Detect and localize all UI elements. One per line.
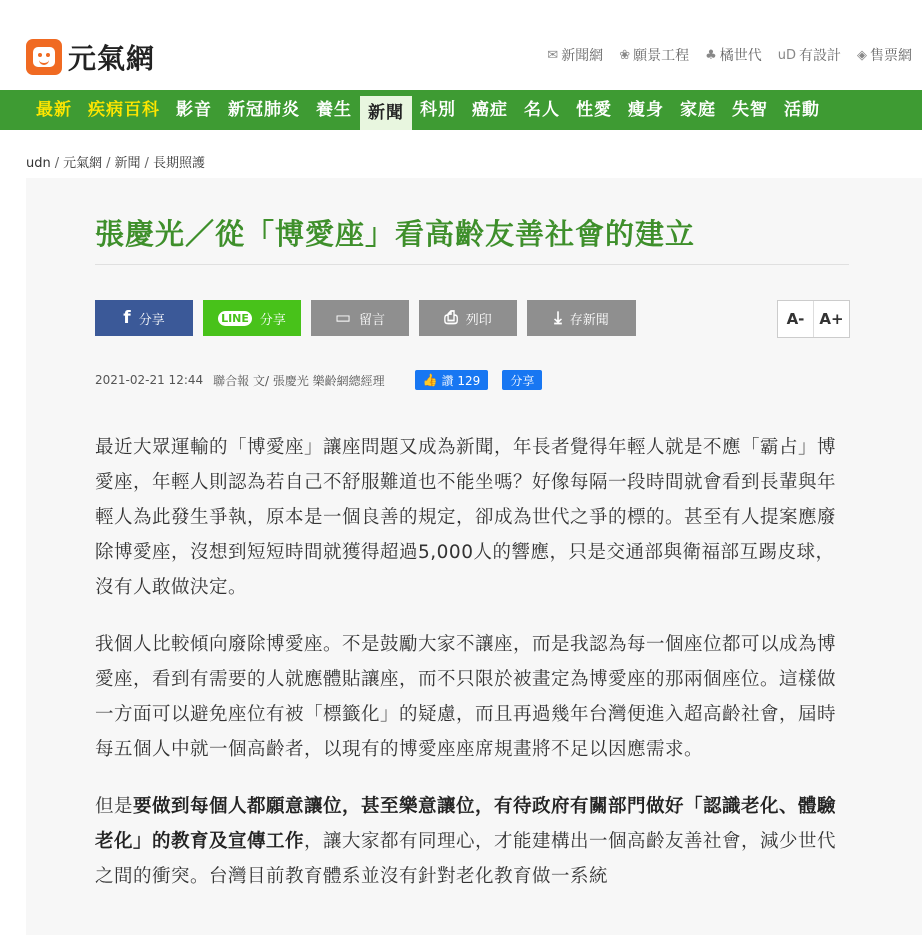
nav-item-sex[interactable]: 性愛 <box>576 100 612 120</box>
nav-item-news[interactable]: 新聞 <box>360 96 412 130</box>
wish-icon: ❀ <box>619 47 631 63</box>
article-meta <box>95 370 542 390</box>
ud-icon: uD <box>777 47 796 63</box>
ticket-icon: ◈ <box>857 47 867 63</box>
paragraph: 但是要做到每個人都願意讓位，甚至樂意讓位，有待政府有關部門做好「認識老化、體驗老化」的教育及宣傳工作，讓大家都有同理心，才能建構出一個高齡友善社會，減少世代之間的衝突。台灣目前教育體系並沒有針對老化教育做一系統 <box>95 796 837 887</box>
line-icon: LINE <box>218 311 252 326</box>
partner-sites <box>547 45 912 65</box>
nav-item-diet[interactable]: 瘦身 <box>628 100 664 120</box>
font-larger-button[interactable]: A+ <box>819 310 844 328</box>
site-link-orange[interactable]: ♣ 橘世代 <box>705 47 762 64</box>
logo-mark <box>26 39 62 75</box>
nav-item-celebrity[interactable]: 名人 <box>524 100 560 120</box>
print-button[interactable]: ⎙ 列印 <box>419 300 517 336</box>
font-smaller-button[interactable]: A- <box>778 301 814 337</box>
nav-item-video[interactable]: 影音 <box>176 100 212 120</box>
nav-item-wellness[interactable]: 養生 <box>316 100 352 120</box>
nav-item-covid[interactable]: 新冠肺炎 <box>228 100 300 120</box>
nav-item-departments[interactable]: 科別 <box>420 100 456 120</box>
site-logo[interactable] <box>26 37 155 77</box>
facebook-share-small-button[interactable]: 分享 <box>502 370 542 390</box>
paragraph: 最近大眾運輸的「博愛座」讓座問題又成為新聞，年長者覺得年輕人就是不應「霸占」博愛座，年輕人則認為若自己不舒服難道也不能坐嗎？好像每隔一段時間就會看到長輩與年輕人為此發生爭執，原本是一個良善的規定，卻成為世代之爭的標的。甚至有人提案應廢除博愛座，沒想到短短時間就獲得超過5,000人的響應，只是交通部與衛福部互踢皮球，沒有人敢做決定。 <box>95 437 837 598</box>
nav-item-disease[interactable]: 疾病百科 <box>88 100 160 120</box>
download-icon: ⤓ <box>554 308 562 328</box>
nav-item-latest[interactable]: 最新 <box>36 100 72 120</box>
paragraph: 我個人比較傾向廢除博愛座。不是鼓勵大家不讓座，而是我認為每一個座位都可以成為博愛座，看到有需要的人就應體貼讓座，而不只限於被畫定為博愛座的那兩個座位。這樣做一方面可以避免座位有被「標籤化」的疑慮，而且再過幾年台灣便進入超高齡社會，屆時每五個人中就一個高齡者，以現有的博愛座座席規畫將不足以因應需求。 <box>95 634 837 760</box>
article-byline: 聯合報 文/ 張慶光 樂齡網總經理 <box>213 373 385 388</box>
nav-item-cancer[interactable]: 癌症 <box>472 100 508 120</box>
site-link-ud[interactable]: uD 有設計 <box>777 47 841 64</box>
site-link-news[interactable]: ✉ 新聞網 <box>547 47 604 64</box>
facebook-icon: f <box>123 308 131 328</box>
print-icon: ⎙ <box>444 308 458 328</box>
facebook-like-button[interactable]: 👍 讚 129 <box>415 370 489 390</box>
breadcrumb-news[interactable]: 新聞 <box>114 156 141 171</box>
breadcrumb: udn / 元氣網 / 新聞 / 長期照護 <box>26 156 205 171</box>
article-title: 張慶光／從「博愛座」看高齡友善社會的建立 <box>95 217 696 251</box>
nav-item-events[interactable]: 活動 <box>784 100 820 120</box>
nav-item-family[interactable]: 家庭 <box>680 100 716 120</box>
logo-text: 元氣網 <box>68 42 156 75</box>
site-link-vision[interactable]: ❀ 願景工程 <box>619 47 690 64</box>
comment-button[interactable]: ▭ 留言 <box>311 300 409 336</box>
site-link-ticket[interactable]: ◈ 售票網 <box>857 47 912 64</box>
bold-emphasis: 要做到每個人都願意讓位，甚至樂意讓位，有待政府有關部門做好「認識老化、體驗老化」的教育及宣傳工作 <box>95 796 837 852</box>
site-header <box>0 0 922 90</box>
thumbs-up-icon: 👍 <box>422 373 438 387</box>
breadcrumb-longterm-care[interactable]: 長期照護 <box>152 156 205 171</box>
nav-item-dementia[interactable]: 失智 <box>732 100 768 120</box>
article-panel <box>26 178 922 935</box>
article-body <box>95 430 840 916</box>
comment-icon: ▭ <box>334 308 352 328</box>
facebook-share-button[interactable]: f 分享 <box>95 300 193 336</box>
article-datetime: 2021-02-21 12:44 <box>95 373 204 387</box>
breadcrumb-brand[interactable]: 元氣網 <box>63 156 103 171</box>
newspaper-icon: ✉ <box>547 47 559 63</box>
title-divider <box>95 264 849 265</box>
save-news-button[interactable]: ⤓ 存新聞 <box>527 300 636 336</box>
orange-icon: ♣ <box>705 47 717 63</box>
breadcrumb-udn[interactable]: udn <box>26 156 51 171</box>
main-nav <box>0 90 922 130</box>
line-share-button[interactable]: LINE 分享 <box>203 300 301 336</box>
font-size-control <box>777 300 850 338</box>
